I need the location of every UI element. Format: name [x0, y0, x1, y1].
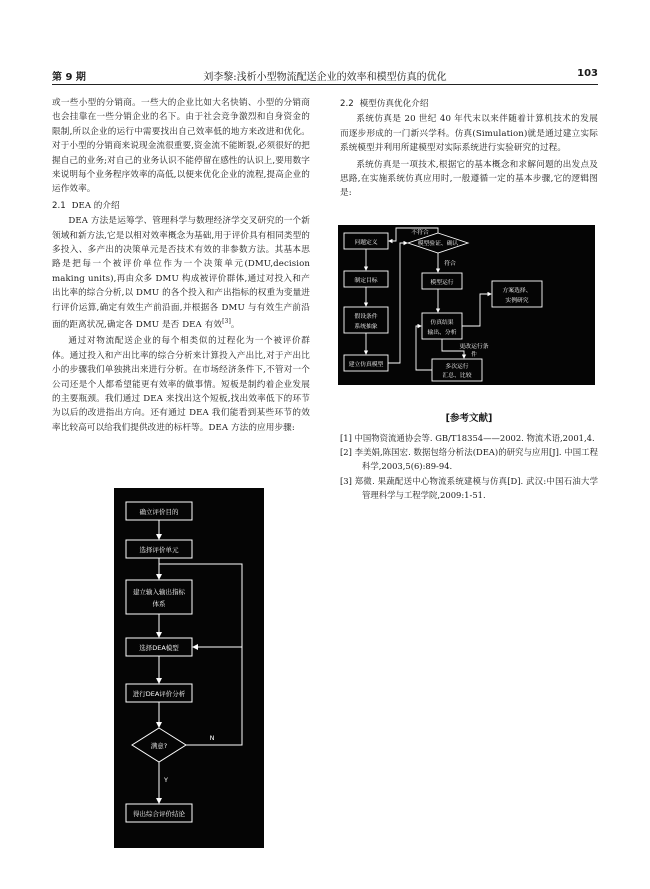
- label-result-line1: 仿真结果: [430, 320, 454, 326]
- label-dea-analysis: 进行DEA评价分析: [132, 690, 186, 698]
- label-indicator-line2: 体系: [152, 600, 166, 608]
- label-match: 符合: [444, 261, 456, 267]
- section-heading-2-2: [340, 97, 598, 111]
- running-header: [52, 68, 598, 84]
- section-heading-2-1: [52, 199, 310, 213]
- section-number: 2.2: [340, 99, 354, 109]
- page-number: 103: [577, 68, 598, 79]
- issue-number: 第 9 期: [52, 72, 86, 83]
- label-result-line2: 输出、分析: [427, 330, 457, 336]
- label-scheme-line1: 方案选择、: [502, 288, 532, 294]
- header-rule: [52, 84, 598, 85]
- references: [340, 410, 598, 502]
- label-multi-line2: 汇总、比较: [442, 373, 472, 379]
- label-build-model: 建立仿真模型: [348, 362, 384, 368]
- label-select-unit: 选择评价单元: [139, 546, 179, 554]
- label-problem-definition: 问题定义: [354, 240, 378, 246]
- left-column: [52, 96, 310, 437]
- reference-item: [1] 中国物资流通协会等. GB/T18354——2002. 物流术语,2001,4.: [340, 433, 595, 443]
- simulation-flowchart-svg: [338, 225, 595, 385]
- label-select-model: 选择DEA模型: [139, 644, 179, 652]
- section-number: 2.1: [52, 200, 66, 211]
- dea-flowchart-svg: [114, 488, 264, 848]
- label-conclusion: 得出综合评价结论: [133, 810, 185, 818]
- label-change-line2: 件: [471, 352, 477, 358]
- references-title: [参考文献]: [445, 413, 493, 424]
- label-assume-line1: 假设条件: [354, 314, 378, 320]
- dea-flowchart: [114, 488, 264, 848]
- label-scheme-line2: 实例研究: [505, 298, 529, 304]
- section-title: DEA 的介绍: [71, 200, 120, 211]
- label-model-verify: 模型验证、确认: [417, 241, 459, 247]
- label-edge-yes: Y: [164, 776, 168, 784]
- section-title: 模型仿真优化介绍: [359, 99, 429, 109]
- label-multi-line1: 多次运行: [445, 364, 469, 370]
- dea-paragraph-2: 通过对物流配送企业的每个相类似的过程化为一个被评价群体。通过投入和产出比率的综合分析来计算投入产出比,对于产出比小的步骤我们单独挑出来进行分析。在市场经济条件下,不管对一个公司还是个人都希望能更有效率的做事情。短板是制约着企业发展的主要瓶颈。我们通过 DEA 来找出这个短板,找出效率低下的环节为以后的改进指出方向。还有通过 DEA 我们能看到某些环节的效率比较高可以给我们提供改进的标杆等。DEA 方法的应用步骤:: [52, 336, 310, 433]
- dea-paragraph-1-text: DEA 方法是运筹学、管理科学与数理经济学交叉研究的一个新领域和新方法,它是以相对效率概念为基础,用于评价具有相同类型的多投入、多产出的决策单元是否技术有效的非参数方法。其基本思路是把每一个被评价单位作为一个决策单元(DMU,decision making units),再由众多 DMU 构成被评价群体,通过对投入和产出比率的综合分析,以 DMU 的各个投入和产出指标的权重为变量进行评价运算,确定有效生产前沿面,并根据各 DMU 与有效生产前沿面的距离状况,确定各 DMU 是否 DEA 有效: [52, 216, 310, 330]
- label-edge-no: N: [209, 734, 215, 742]
- right-column: [340, 96, 598, 203]
- running-title: 刘李黎:浅析小型物流配送企业的效率和模型仿真的优化: [203, 72, 447, 83]
- label-not-match: 不符合: [411, 230, 429, 236]
- dea-paragraph-1-end: 。: [230, 319, 240, 330]
- label-model-run: 模型运行: [430, 280, 454, 286]
- intro-paragraph: 或一些小型的分销商。一些大的企业比如大名快销、小型的分销商也会挂靠在一些分销企业的名下。由于社会竞争激烈和自身资金的限制,所以企业的运行中需要找出自己效率低的地方来改进和优化。对于小型的分销商来说现金流很重要,资金流不能断裂,必须很好的把握自己的业务;对自己的业务认识不能停留在感性的认识上,要用数字来说明每个业务程序效率的高低,以便来优化企业的流程,提高企业的运作效率。: [52, 98, 310, 195]
- node-indicator-system: [126, 580, 192, 614]
- reference-item: [2] 李美娟,陈国宏. 数据包络分析法(DEA)的研究与应用[J]. 中国工程科学,2003,5(6):89-94.: [340, 447, 598, 472]
- label-satisfied: 满意?: [150, 742, 168, 750]
- label-set-goal: 制定目标: [354, 278, 378, 284]
- citation-3: [3]: [222, 318, 231, 326]
- simulation-flowchart: [338, 225, 595, 385]
- label-purpose: 确立评价目的: [139, 508, 179, 516]
- reference-item: [3] 郑微. 果蔬配送中心物流系统建模与仿真[D]. 武汉:中国石油大学管理科学与工程学院,2009:1-51.: [340, 475, 598, 500]
- label-indicator-line1: 建立输入输出指标: [133, 588, 185, 596]
- sim-paragraph-2: 系统仿真是一项技术,根据它的基本概念和求解问题的出发点及思路,在实施系统仿真应用时,一般遵循一定的基本步骤,它的逻辑图是:: [340, 159, 598, 199]
- dea-paragraph-1: [52, 214, 310, 332]
- sim-paragraph-1: 系统仿真是 20 世纪 40 年代末以来伴随着计算机技术的发展而逐步形成的一门新兴学科。仿真(Simulation)就是通过建立实际系统模型并利用所建模型对实际系统进行实验研究的过程。: [340, 114, 598, 154]
- label-assume-line2: 系统抽象: [354, 324, 378, 330]
- label-change-line1: 更改运行条: [459, 344, 489, 350]
